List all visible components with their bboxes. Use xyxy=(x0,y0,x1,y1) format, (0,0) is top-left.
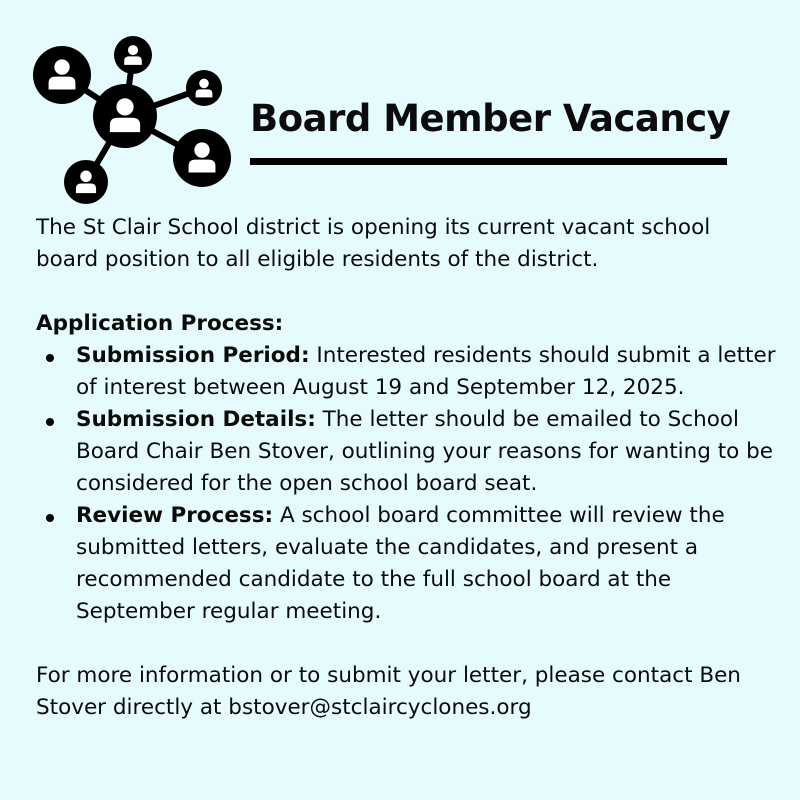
item-label: Submission Period: xyxy=(76,343,310,368)
contact-text: For more information or to submit your letter, please contact Ben Stover directly at xyxy=(36,663,741,720)
item-text: Interested residents should submit a letter of interest between August 19 and September 12, 2025. xyxy=(76,343,776,400)
list-item xyxy=(36,404,776,500)
item-label: Submission Details: xyxy=(76,407,316,432)
list-item xyxy=(36,340,776,404)
page-title: Board Member Vacancy xyxy=(250,97,731,140)
application-steps-list xyxy=(36,340,776,628)
item-text: A school board committee will review the submitted letters, evaluate the candidates, and present a recommended candidate to the full school board at the September regular meeting. xyxy=(76,503,725,624)
contact-paragraph xyxy=(36,660,776,724)
item-label: Review Process: xyxy=(76,503,274,528)
announcement-body xyxy=(36,212,776,724)
bullet-icon xyxy=(46,418,54,426)
list-item xyxy=(36,500,776,628)
title-divider xyxy=(250,158,727,165)
application-heading: Application Process: xyxy=(36,311,284,336)
bullet-icon xyxy=(46,354,54,362)
contact-email[interactable]: bstover@stclaircyclones.org xyxy=(228,695,532,720)
bullet-icon xyxy=(46,514,54,522)
item-text: The letter should be emailed to School Board Chair Ben Stover, outlining your reasons for wanting to be considered for the open school board seat. xyxy=(76,407,774,496)
intro-paragraph: The St Clair School district is opening its current vacant school board position to all eligible residents of the district. xyxy=(36,215,711,272)
people-network-icon xyxy=(20,22,245,207)
